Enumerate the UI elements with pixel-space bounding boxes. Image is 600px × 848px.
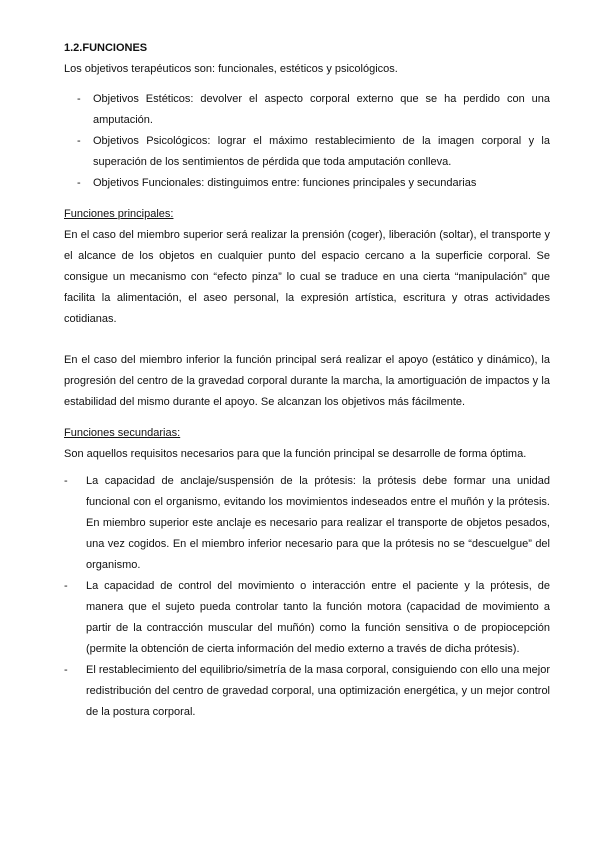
secundarias-title: Funciones secundarias: — [64, 427, 181, 439]
list-item: - La capacidad de anclaje/suspensión de la prótesis: la prótesis debe formar una unidad funcional con el organismo, evitando los movimientos indeseados entre el muñón y la prótesis. En miembro superior este anclaje es necesario para realizar el transporte de objetos pesados, una vez cogidos. En el miembro inferior necesario para que la prótesis no se “descuelgue” del organismo. — [64, 471, 550, 576]
document-content — [64, 38, 550, 723]
list-item: - El restablecimiento del equilibrio/simetría de la masa corporal, consiguiendo con ello una mejor redistribución del centro de gravedad corporal, una optimización energética, y un mejor control de la postura corporal. — [64, 660, 550, 723]
bullet-dash: - — [77, 177, 81, 189]
list-item: - Objetivos Estéticos: devolver el aspecto corporal externo que se ha perdido con una amputación. — [77, 89, 550, 131]
secundarias-intro: Son aquellos requisitos necesarios para que la función principal se desarrolle de forma óptima. — [64, 448, 527, 460]
principales-paragraph-2: En el caso del miembro inferior la función principal será realizar el apoyo (estático y dinámico), la progresión del centro de la gravedad corporal durante la marcha, la amortiguación de impactos y la estabilidad del mismo durante el apoyo. Se alcanzan los objetivos más fácilmente. — [64, 354, 550, 408]
objectives-list — [77, 89, 550, 194]
intro-paragraph: Los objetivos terapéuticos son: funcionales, estéticos y psicológicos. — [64, 63, 398, 75]
bullet-dash: - — [64, 475, 68, 487]
secundarias-list — [64, 471, 550, 723]
bullet-dash: - — [77, 135, 81, 147]
list-item: - Objetivos Psicológicos: lograr el máximo restablecimiento de la imagen corporal y la superación de los sentimientos de pérdida que toda amputación conlleva. — [77, 131, 550, 173]
list-item: - La capacidad de control del movimiento o interacción entre el paciente y la prótesis, de manera que el sujeto pueda controlar tanto la función motora (capacidad de movimiento a partir de la contracción muscular del muñón) como la función sensitiva o de propiocepción (permite la obtención de cierta información del medio externo a través de dicha prótesis). — [64, 576, 550, 660]
principales-title: Funciones principales: — [64, 208, 174, 220]
principales-paragraph-1: En el caso del miembro superior será realizar la prensión (coger), liberación (soltar), el transporte y el alcance de los objetos en cualquier punto del espacio cercano a la superficie corporal. Se consigue un mecanismo con “efecto pinza” lo cual se traduce en una cierta “manipulación” que facilita la alimentación, el aseo personal, la expresión artística, escritura y otras actividades cotidianas. — [64, 229, 550, 325]
bullet-dash: - — [64, 664, 68, 676]
section-heading: 1.2.FUNCIONES — [64, 42, 148, 54]
bullet-dash: - — [77, 93, 81, 105]
list-item: - Objetivos Funcionales: distinguimos entre: funciones principales y secundarias — [77, 173, 550, 194]
bullet-dash: - — [64, 580, 68, 592]
